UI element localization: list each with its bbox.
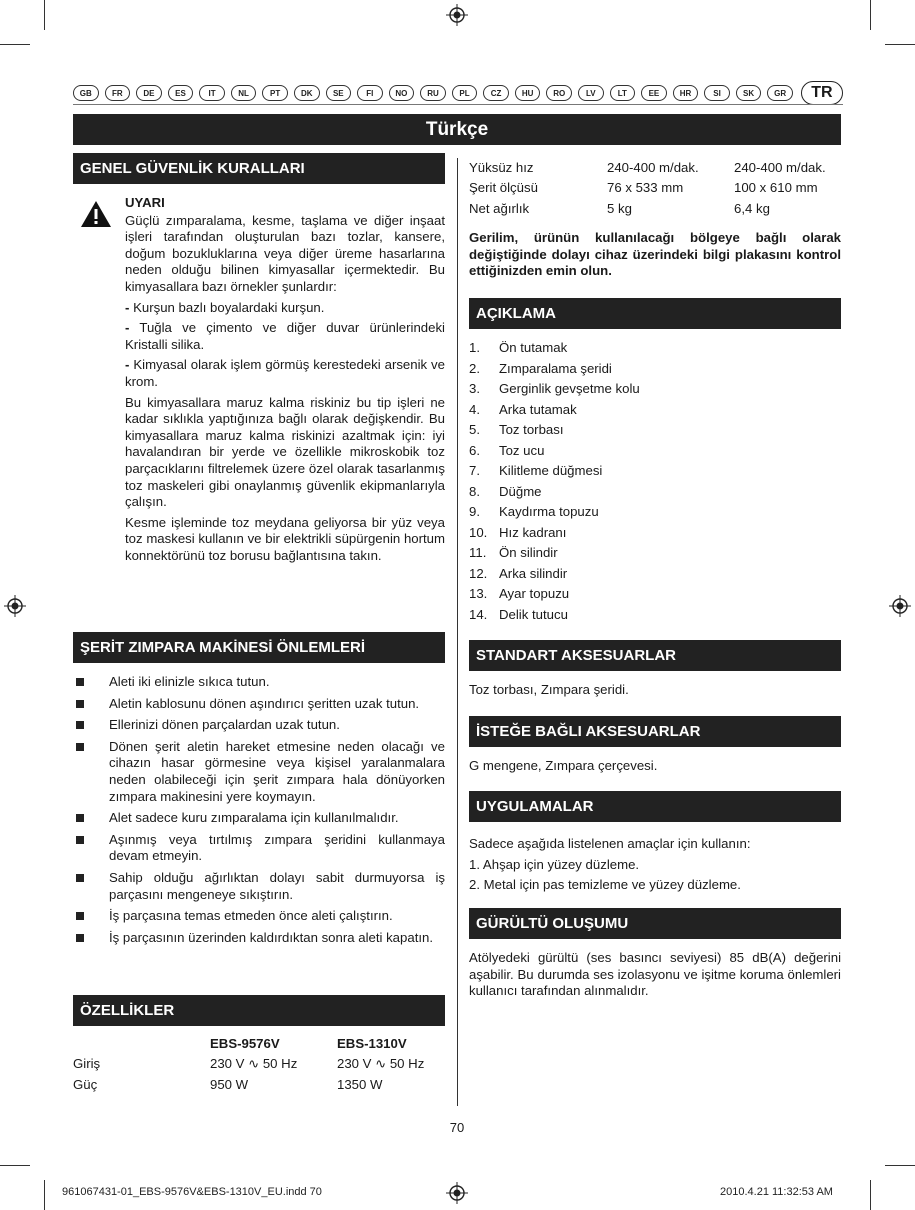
parts-list (469, 340, 841, 627)
language-tab-fr: FR (105, 85, 131, 101)
footer-date: 2010.4.21 11:32:53 AM (720, 1186, 833, 1198)
language-tab-de: DE (136, 85, 162, 101)
list-item: 3. Gerginlik gevşetme kolu (469, 381, 640, 396)
list-item: 2. Metal için pas temizleme ve yüzey düzleme. (469, 877, 741, 892)
language-tab-es: ES (168, 85, 194, 101)
column-divider (457, 158, 458, 1106)
section-heading-general-safety: GENEL GÜVENLİK KURALLARI (73, 153, 445, 184)
list-item: Sahip olduğu ağırlıktan dolayı sabit durmuyorsa iş parçasını mengeneye sıkıştırın. (73, 870, 445, 903)
crop-mark (44, 1180, 45, 1210)
features-table-continued (469, 157, 840, 219)
section-heading-belt-sander: ŞERİT ZIMPARA MAKİNESİ ÖNLEMLERİ (73, 632, 445, 663)
crop-mark (44, 0, 45, 30)
language-tab-dk: DK (294, 85, 320, 101)
spec-value: 5 kg (607, 200, 632, 216)
belt-sander-list (73, 674, 445, 951)
page-title: Türkçe (73, 114, 841, 145)
list-item: 8. Düğme (469, 483, 542, 499)
spec-value: 240-400 m/dak. (734, 159, 826, 175)
crop-mark (870, 1180, 871, 1210)
language-tab-gr: GR (767, 85, 793, 101)
language-tab-it: IT (199, 85, 225, 101)
hazard-item: - Kurşun bazlı boyalardaki kurşun. (125, 299, 325, 315)
general-safety-paragraph: Kesme işleminde toz meydana geliyorsa bir yüz veya toz maskesi kullanın ve bir elektrikli süpürgenin hortum konnektörünü toz borusu bağlantısına takın. (125, 514, 445, 563)
spec-value: 1350 W (337, 1076, 383, 1092)
language-tab-sk: SK (736, 85, 762, 101)
registration-mark-icon (446, 4, 468, 26)
list-item: 11. Ön silindir (469, 545, 558, 560)
language-tab-ee: EE (641, 85, 667, 101)
general-safety-paragraph: Güçlü zımparalama, kesme, taşlama ve diğer inşaat işleri tarafından oluşturulan bazı tozlar, kansere, doğum bozukluklarına veya diğer üreme hasarlarına neden olduğu bilinen kimyasallar içermektedir. Bu kimyasallara bazı örnekler şunlardır: (125, 212, 445, 294)
crop-mark (885, 1165, 915, 1166)
list-item: 13. Ayar topuzu (469, 586, 570, 601)
model-header: EBS-1310V (337, 1035, 407, 1051)
applications-body (469, 834, 841, 896)
hazard-item: - Tuğla ve çimento ve diğer duvar ürünlerindeki Kristalli silika. (125, 320, 445, 352)
section-heading-description: AÇIKLAMA (469, 298, 841, 329)
warning-title: UYARI (125, 195, 165, 210)
footer-file: 961067431-01_EBS-9576V&EBS-1310V_EU.indd 70 (62, 1186, 322, 1198)
page-number: 70 (449, 1120, 465, 1135)
section-heading-applications: UYGULAMALAR (469, 791, 841, 822)
spec-value: 240-400 m/dak. (607, 159, 699, 175)
language-tab-si: SI (704, 85, 730, 101)
list-item: Aleti iki elinizle sıkıca tutun. (73, 674, 445, 691)
spec-value: 76 x 533 mm (607, 180, 684, 196)
language-tabs (73, 83, 843, 103)
features-table (73, 1033, 447, 1095)
list-item: Aletin kablosunu dönen aşındırıcı şeritten uzak tutun. (73, 696, 445, 713)
applications-intro: Sadece aşağıda listelenen amaçlar için kullanın: (469, 836, 751, 851)
spec-value: 230 V ∿ 50 Hz (210, 1055, 298, 1071)
spec-value: 6,4 kg (734, 200, 770, 216)
general-safety-body (125, 195, 445, 568)
list-item: 5. Toz torbası (469, 422, 564, 437)
list-item: İş parçasının üzerinden kaldırdıktan sonra aleti kapatın. (73, 930, 445, 947)
section-heading-noise: GÜRÜLTÜ OLUŞUMU (469, 908, 841, 939)
language-tab-ru: RU (420, 85, 446, 101)
language-tab-pl: PL (452, 85, 478, 101)
spec-label: Şerit ölçüsü (469, 180, 538, 196)
registration-mark-icon (4, 595, 26, 617)
crop-mark (0, 44, 30, 45)
language-tab-se: SE (326, 85, 352, 101)
optional-accessories-text: G mengene, Zımpara çerçevesi. (469, 758, 658, 773)
list-item: 14. Delik tutucu (469, 606, 568, 622)
table-row (469, 198, 840, 219)
section-heading-features: ÖZELLİKLER (73, 995, 445, 1026)
language-divider (73, 104, 843, 105)
registration-mark-icon (446, 1182, 468, 1204)
noise-text: Atölyedeki gürültü (ses basıncı seviyesi) 85 dB(A) değerini aşabilir. Bu durumda ses izolasyonu ve işitme koruma önlemleri kullanıcı tarafından alınmalıdır. (469, 950, 841, 999)
language-tab-ro: RO (546, 85, 572, 101)
language-tab-lv: LV (578, 85, 604, 101)
list-item: 9. Kaydırma topuzu (469, 504, 599, 519)
list-item: Ellerinizi dönen parçalardan uzak tutun. (73, 717, 445, 734)
language-tab-hu: HU (515, 85, 541, 101)
table-row (73, 1033, 447, 1054)
list-item: 1. Ahşap için yüzey düzleme. (469, 856, 640, 872)
list-item: 7. Kilitleme düğmesi (469, 463, 603, 478)
language-tab-lt: LT (610, 85, 636, 101)
crop-mark (0, 1165, 30, 1166)
language-tab-fi: FI (357, 85, 383, 101)
general-safety-paragraph: Bu kimyasallara maruz kalma riskiniz bu tip işleri ne kadar sıklıkla yaptığınıza bağlı olarak değişkendir. Bu kimyasallara maruz kalma riskinizi azaltmak için: iyi havalandıran bir yerde ve özellikle mikroskobik toz parçacıklarını filtrelemek üzere özel olarak tasarlanmış toz maskeleri gibi onaylanmış güvenlik ekipmanlarıyla çalışın. (125, 394, 445, 510)
list-item: 1. Ön tutamak (469, 340, 568, 355)
spec-value: 950 W (210, 1076, 249, 1092)
list-item: 4. Arka tutamak (469, 401, 577, 417)
hazard-item: - Kimyasal olarak işlem görmüş kerestedeki arsenik ve krom. (125, 357, 445, 389)
spec-label: Güç (73, 1076, 98, 1092)
list-item: 10. Hız kadranı (469, 524, 567, 540)
registration-mark-icon (889, 595, 911, 617)
spec-label: Giriş (73, 1056, 101, 1072)
section-heading-optional-accessories: İSTEĞE BAĞLI AKSESUARLAR (469, 716, 841, 747)
list-item: 12. Arka silindir (469, 565, 568, 581)
language-tab-hr: HR (673, 85, 699, 101)
list-item: İş parçasına temas etmeden önce aleti çalıştırın. (73, 908, 445, 925)
language-tab-cz: CZ (483, 85, 509, 101)
warning-icon (80, 200, 112, 228)
crop-mark (870, 0, 871, 30)
table-row (469, 157, 840, 178)
voltage-note: Gerilim, ürünün kullanılacağı bölgeye bağlı olarak değiştiğinde dolayı cihaz üzerindeki bilgi plakasını kontrol ettiğinizden emin olun. (469, 230, 841, 279)
model-header: EBS-9576V (210, 1035, 280, 1051)
spec-label: Net ağırlık (469, 200, 530, 216)
list-item: 6. Toz ucu (469, 442, 545, 458)
spec-label: Yüksüz hız (469, 159, 534, 175)
list-item: Aşınmış veya tırtılmış zımpara şeridini kullanmaya devam etmeyin. (73, 832, 445, 865)
language-tab-active: TR (801, 81, 843, 105)
language-tab-pt: PT (262, 85, 288, 101)
table-row (73, 1054, 447, 1075)
spec-value: 230 V ∿ 50 Hz (337, 1055, 425, 1071)
table-row (73, 1074, 447, 1095)
list-item: Alet sadece kuru zımparalama için kullanılmalıdır. (73, 810, 445, 827)
list-item: Dönen şerit aletin hareket etmesine neden olacağı ve cihazın hasar görmesine veya kişisel yaralanmalara neden olabileceği için şerit zımpara hala dönüyorken zımpara makinesini yere koymayın. (73, 739, 445, 805)
table-row (469, 178, 840, 199)
section-heading-standard-accessories: STANDART AKSESUARLAR (469, 640, 841, 671)
language-tab-no: NO (389, 85, 415, 101)
language-tab-gb: GB (73, 85, 99, 101)
crop-mark (885, 44, 915, 45)
language-tab-nl: NL (231, 85, 257, 101)
list-item: 2. Zımparalama şeridi (469, 360, 612, 376)
spec-value: 100 x 610 mm (734, 180, 818, 196)
standard-accessories-text: Toz torbası, Zımpara şeridi. (469, 682, 629, 697)
